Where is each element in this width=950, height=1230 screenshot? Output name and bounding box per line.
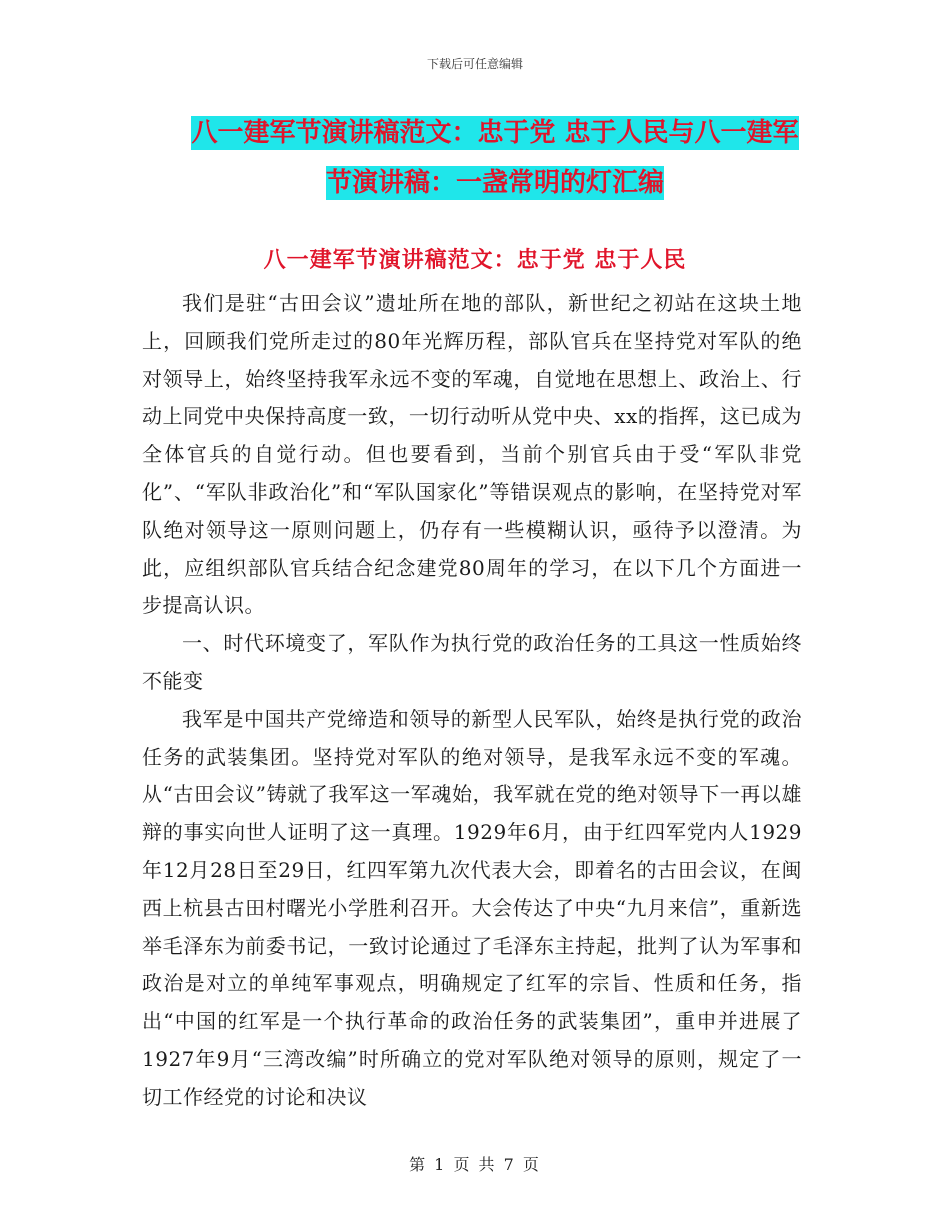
paragraph-history: 我军是中国共产党缔造和领导的新型人民军队，始终是执行党的政治任务的武装集团。坚持党对军队的绝对领导，是我军永远不变的军魂。从“古田会议”铸就了我军这一军魂始，我军就在党的绝对领导下一再以雄辩的事实向世人证明了这一真理。1929年6月，由于红四军党内人1929年12月28日至29日，红四军第九次代表大会，即着名的古田会议，在闽西上杭县古田村曙光小学胜利召开。大会传达了中央“九月来信”，重新选举毛泽东为前委书记，一致讨论通过了毛泽东主持起，批判了认为军事和政治是对立的单纯军事观点，明确规定了红军的宗旨、性质和任务，指出“中国的红军是一个执行革命的政治任务的武装集团”，重申并进展了1927年9月“三湾改编”时所确立的党对军队绝对领导的原则，规定了一切工作经党的讨论和决议 bbox=[142, 706, 802, 1109]
title-line-1: 八一建军节演讲稿范文：忠于党 忠于人民与八一建军 bbox=[191, 118, 799, 148]
title-line-2: 节演讲稿：一盏常明的灯汇编 bbox=[325, 168, 664, 198]
page-number: 第 1 页 共 7 页 bbox=[409, 1155, 541, 1174]
paragraph-point-one: 一、时代环境变了，军队作为执行党的政治任务的工具这一性质始终不能变 bbox=[142, 631, 802, 693]
paragraph-intro: 我们是驻“古田会议”遗址所在地的部队，新世纪之初站在这块土地上，回顾我们党所走过的80年光辉历程，部队官兵在坚持党对军队的绝对领导上，始终坚持我军永远不变的军魂，自觉地在思想上、政治上、行动上同党中央保持高度一致，一切行动听从党中央、xx的指挥，这已成为全体官兵的自觉行动。但也要看到，当前个别官兵由于受“军队非党化”、“军队非政治化”和“军队国家化”等错误观点的影响，在坚持党对军队绝对领导这一原则问题上，仍存有一些模糊认识，亟待予以澄清。为此，应组织部队官兵结合纪念建党80周年的学习，在以下几个方面进一步提高认识。 bbox=[142, 291, 802, 618]
section-heading: 八一建军节演讲稿范文：忠于党 忠于人民 bbox=[263, 247, 687, 273]
header-note: 下载后可任意编辑 bbox=[426, 57, 523, 71]
document-body bbox=[142, 285, 802, 1117]
document-title bbox=[150, 108, 840, 208]
